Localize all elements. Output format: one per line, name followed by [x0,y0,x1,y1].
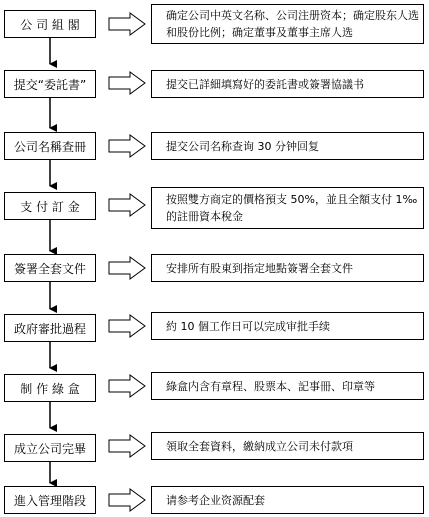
desc-text: 请参考企业资源配套 [166,493,265,507]
desc-text: 安排所有股東到指定地點簽署全套文件 [166,261,353,275]
right-block-arrow-icon [109,257,145,279]
right-block-arrow-icon [109,435,145,457]
desc-text: 領取全套資料，繳納成立公司未付款項 [166,439,353,453]
desc-make-green-box [151,372,424,400]
step-government-review: 政府審批過程 [4,314,96,342]
right-block-arrow-icon [109,72,145,94]
step-make-green-box: 制 作 綠 盒 [4,374,96,402]
desc-name-search [151,132,424,160]
desc-text: 約 10 個工作日可以完成审批手续 [166,319,330,333]
desc-text: 提交公司名称查询 30 分钟回复 [166,139,319,153]
desc-text: 按照雙方商定的價格預支 50%，並且全額支付 1‰的註冊資本稅金 [166,193,418,223]
desc-text: 确定公司中英文名称、公司注册资本；确定股东人选和股份比例；确定董事及董事主席人选 [166,9,419,39]
desc-company-complete [151,432,424,460]
right-block-arrow-icon [109,489,145,511]
step-sign-documents: 簽署全套文件 [4,254,96,282]
desc-submit-proxy [151,70,424,98]
desc-company-setup [151,4,424,44]
right-block-arrow-icon [109,194,145,216]
right-block-arrow-icon [109,375,145,397]
desc-government-review [151,312,424,340]
step-company-complete: 成立公司完畢 [4,434,96,462]
desc-pay-deposit [151,187,424,229]
desc-management-stage [151,486,424,514]
right-block-arrow-icon [109,135,145,157]
right-block-arrow-icon [109,315,145,337]
step-submit-proxy: 提交“委託書” [4,70,96,98]
step-company-setup: 公 司 組 閣 [4,10,96,38]
step-management-stage: 進入管理階段 [4,486,96,514]
right-block-arrow-icon [109,13,145,35]
step-pay-deposit: 支 付 訂 金 [4,192,96,220]
desc-sign-documents [151,254,424,282]
step-name-search: 公司名稱查冊 [4,132,96,160]
desc-text: 提交已詳細填寫好的委託書或簽署協議书 [166,77,364,91]
desc-text: 綠盒内含有章程、股票本、記事冊、印章等 [166,379,375,393]
